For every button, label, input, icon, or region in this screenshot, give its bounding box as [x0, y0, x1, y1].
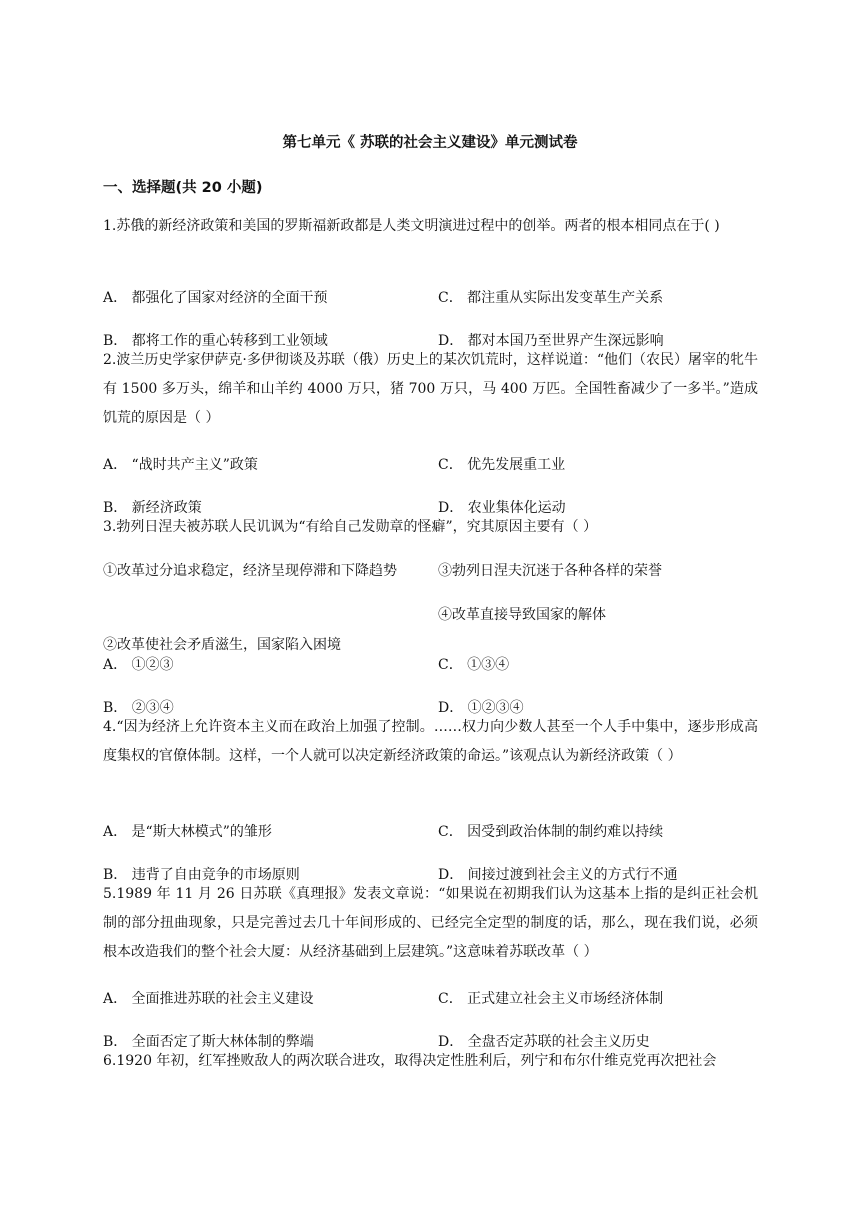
section-heading: 一、选择题(共 20 小题) [103, 180, 263, 196]
question-4-option-b: B． 违背了自由竞争的市场原则 [103, 867, 300, 883]
question-2-option-d: D． 农业集体化运动 [438, 500, 566, 516]
question-1-option-c: C． 都注重从实际出发变革生产关系 [438, 290, 664, 306]
question-6-stem: 6.1920 年初，红军挫败敌人的两次联合进攻，取得决定性胜利后，列宁和布尔什维克党再次把社会 [103, 1053, 717, 1069]
question-3-option-c: C． ①③④ [438, 657, 510, 673]
question-4-stem: 4.“因为经济上允许资本主义而在政治上加强了控制。……权力向少数人甚至一个人手中集中，逐步形成高度集权的官僚体制。这样，一个人就可以决定新经济政策的命运。”该观点认为新经济政策（ ） [103, 719, 758, 764]
question-2-stem: 2.波兰历史学家伊萨克·多伊彻谈及苏联（俄）历史上的某次饥荒时，这样说道：“他们（农民）屠宰的牝牛有 1500 多万头，绵羊和山羊约 4000 万只，猪 700 万只，马 400 万匹。全国牲畜减少了一多半。”造成饥荒的原因是（ ） [103, 352, 758, 426]
question-5-stem: 5.1989 年 11 月 26 日苏联《真理报》发表文章说：“如果说在初期我们认为这基本上指的是纠正社会机制的部分扭曲现象，只是完善过去几十年间形成的、已经完全定型的制度的话，那么，现在我们说，必须根本改造我们的整个社会大厦：从经济基础到上层建筑。”这意味着苏联改革（ ） [103, 886, 758, 960]
question-4-option-c: C． 因受到政治体制的制约难以持续 [438, 824, 664, 840]
question-1-option-a: A． 都强化了国家对经济的全面干预 [103, 290, 328, 306]
question-3-statement-2: ②改革使社会矛盾滋生，国家陷入困境 [103, 637, 341, 653]
question-5-option-b: B． 全面否定了斯大林体制的弊端 [103, 1034, 314, 1050]
question-5-option-d: D． 全盘否定苏联的社会主义历史 [438, 1034, 650, 1050]
question-1-stem: 1.苏俄的新经济政策和美国的罗斯福新政都是人类文明演进过程中的创举。两者的根本相同点在于( ) [103, 218, 720, 234]
page-title: 第七单元《 苏联的社会主义建设》单元测试卷 [282, 135, 578, 151]
question-3-option-a: A． ①②③ [103, 657, 174, 673]
question-3-statement-3: ③勃列日涅夫沉迷于各种各样的荣誉 [438, 563, 662, 579]
question-3-statement-1: ①改革过分追求稳定，经济呈现停滞和下降趋势 [103, 563, 397, 579]
question-5-option-c: C． 正式建立社会主义市场经济体制 [438, 991, 664, 1007]
question-4-option-d: D． 间接过渡到社会主义的方式行不通 [438, 867, 678, 883]
question-3-option-b: B． ②③④ [103, 700, 174, 716]
question-5-option-a: A． 全面推进苏联的社会主义建设 [103, 991, 314, 1007]
question-3-stem: 3.勃列日涅夫被苏联人民讥讽为“有给自己发勋章的怪癖”，究其原因主要有（ ） [103, 519, 598, 535]
question-3-option-d: D． ①②③④ [438, 700, 524, 716]
question-1-option-b: B． 都将工作的重心转移到工业领域 [103, 333, 328, 349]
question-2-option-c: C． 优先发展重工业 [438, 457, 566, 473]
question-2-option-a: A． “战时共产主义”政策 [103, 457, 258, 473]
question-3-statement-4: ④改革直接导致国家的解体 [438, 607, 606, 623]
question-1-option-d: D． 都对本国乃至世界产生深远影响 [438, 333, 664, 349]
question-4-option-a: A． 是“斯大林模式”的雏形 [103, 824, 272, 840]
question-2-option-b: B． 新经济政策 [103, 500, 202, 516]
